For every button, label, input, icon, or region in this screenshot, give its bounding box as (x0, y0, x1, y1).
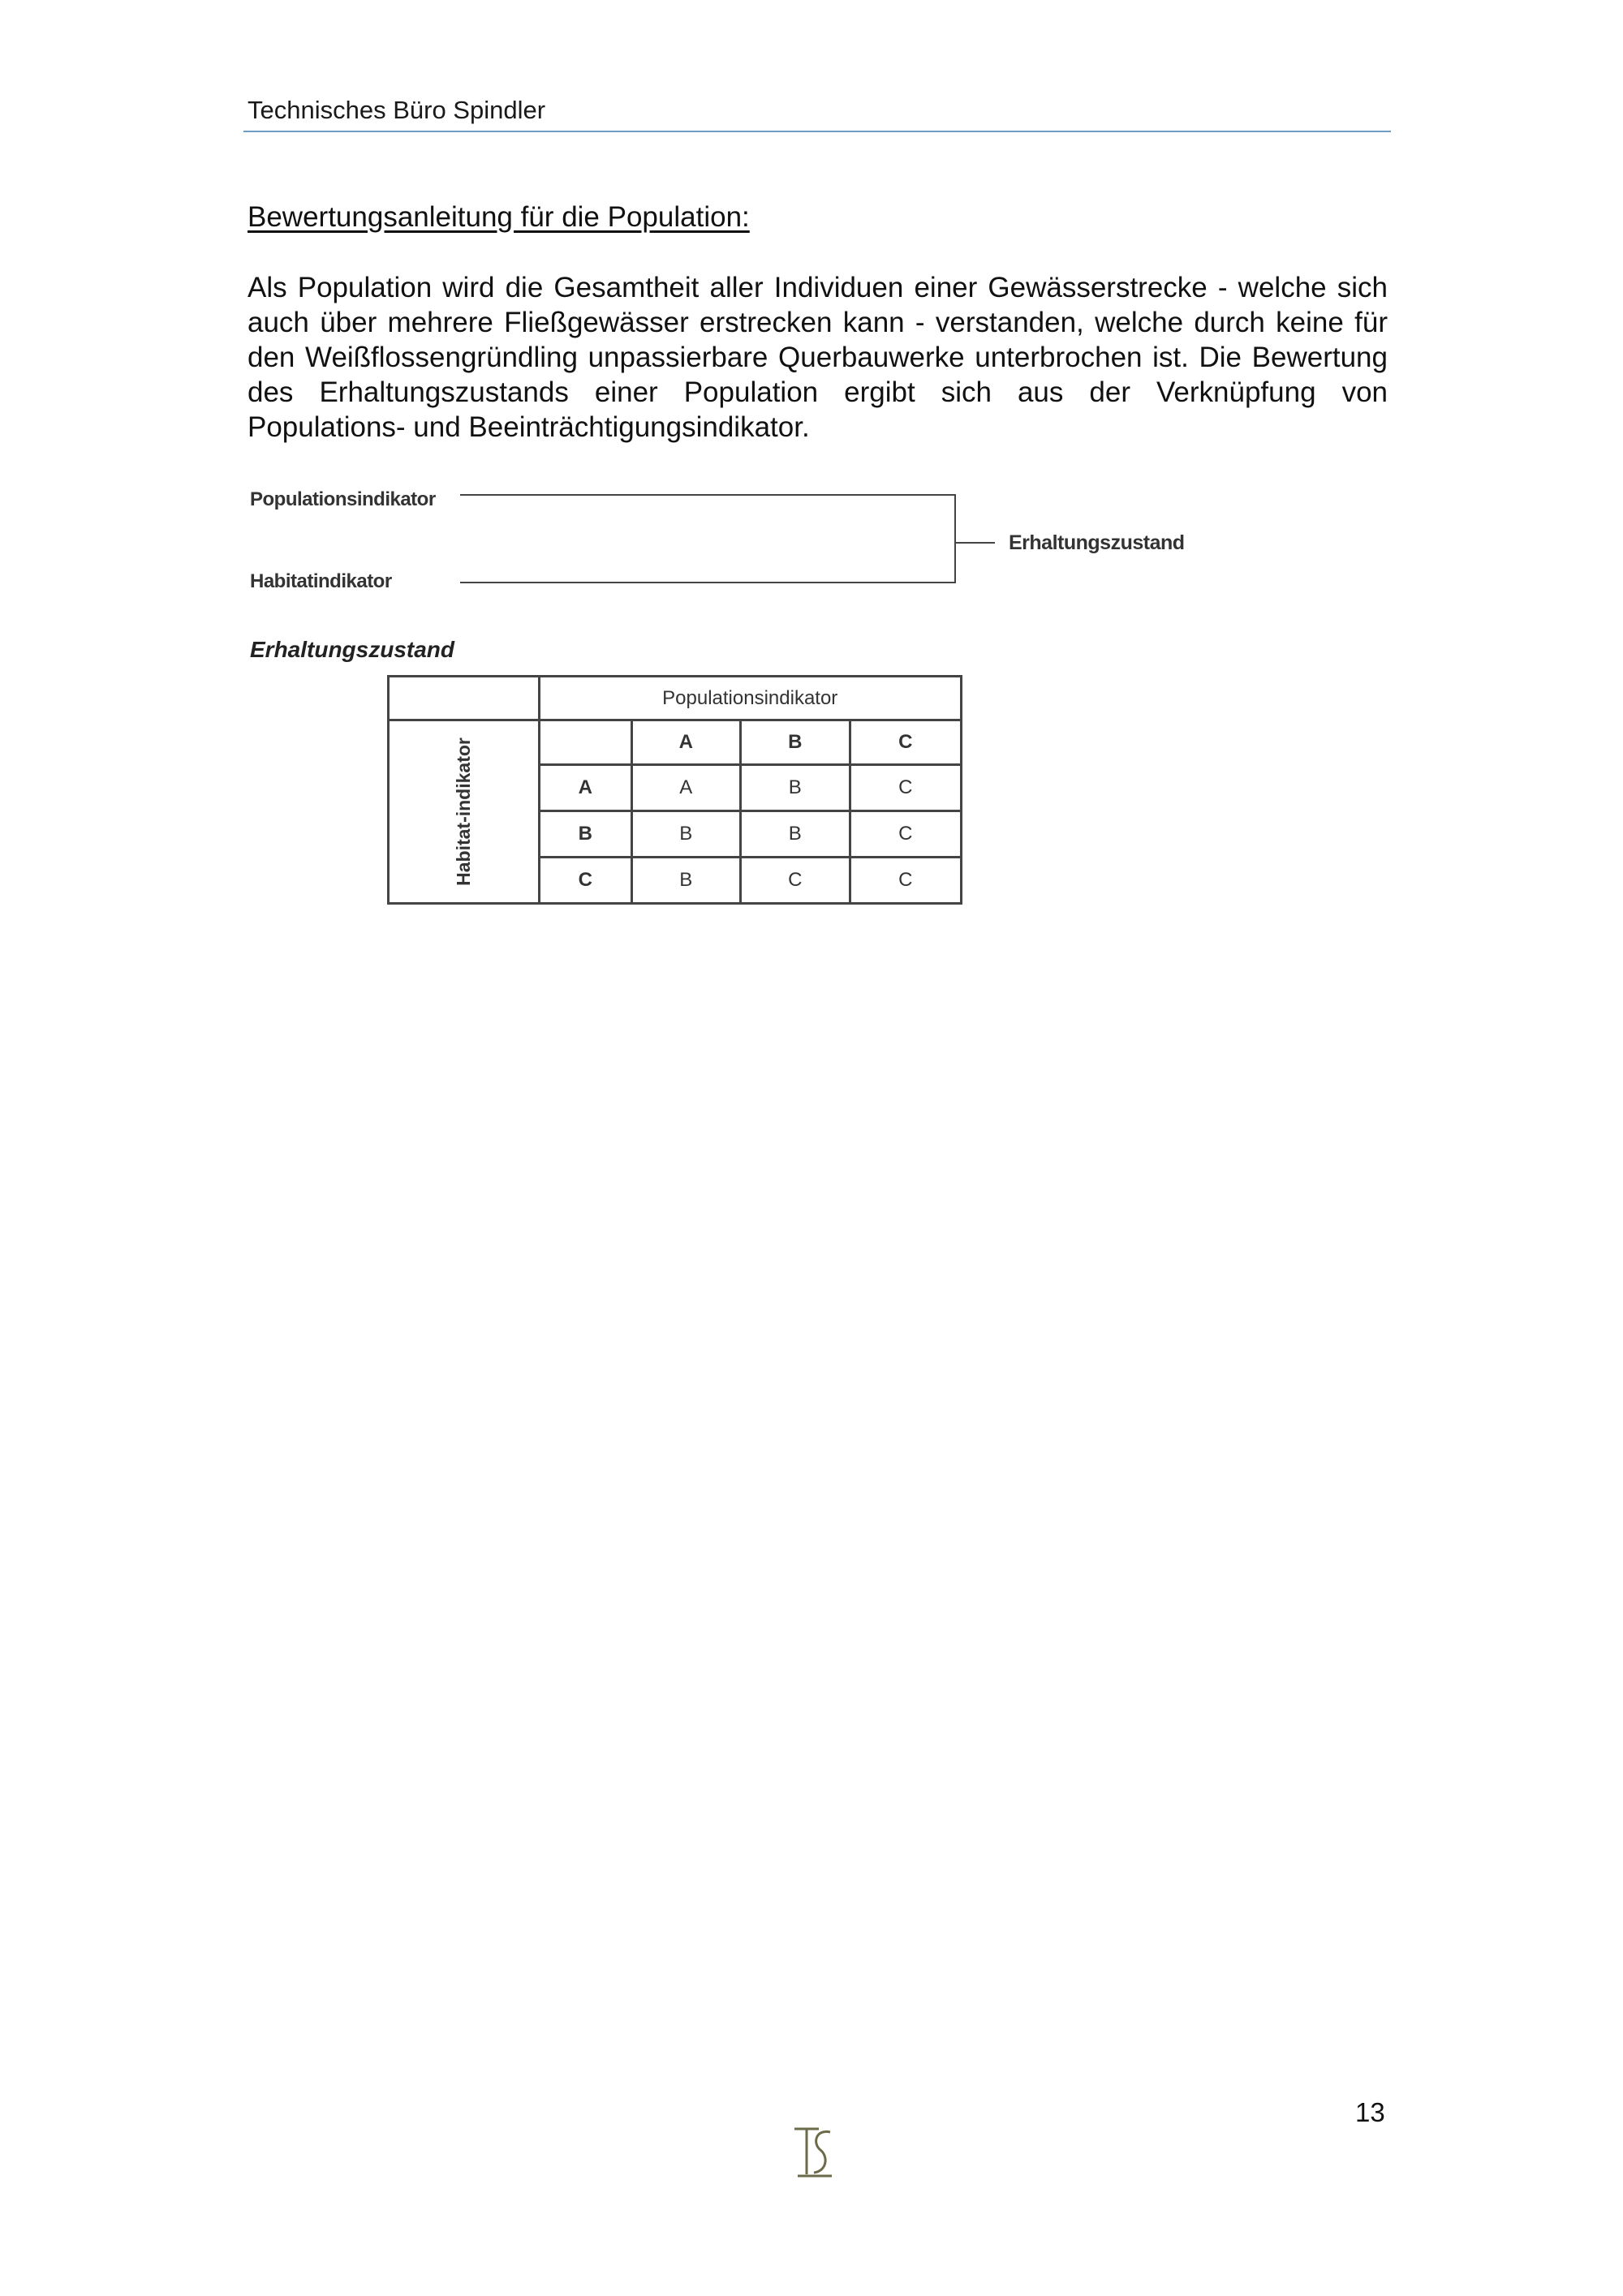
body-paragraph: Als Population wird die Gesamtheit aller Individuen einer Gewässerstrecke - welche sich auch über mehrere Fließgewässer erstrecken kann - verstanden, welche durch keine für den Weißflossengründling unpassierbare Querbauwerke unterbrochen ist. Die Bewertung des Erhaltungszustands einer Population ergibt sich aus der Verknüpfung von Populations- und Beeinträchtigungsindikator. (248, 272, 1388, 443)
evaluation-matrix (387, 675, 962, 905)
matrix-cell: C (850, 858, 961, 904)
matrix-col-label: B (740, 720, 850, 765)
matrix-col-header: Populationsindikator (539, 677, 961, 720)
diagram-output: Erhaltungszustand (1009, 531, 1185, 554)
matrix-row-label: A (539, 765, 631, 811)
matrix-cell: B (631, 811, 740, 858)
matrix-row-label: B (539, 811, 631, 858)
matrix-cell: A (631, 765, 740, 811)
header-divider (243, 131, 1391, 132)
page-header: Technisches Büro Spindler (248, 96, 546, 124)
matrix-col-label: C (850, 720, 961, 765)
matrix-title: Erhaltungszustand (250, 637, 455, 662)
matrix-cell: C (850, 811, 961, 858)
diagram-output-connector (954, 542, 995, 544)
matrix-cell: B (631, 858, 740, 904)
diagram-bracket (954, 494, 956, 583)
matrix-col-label: A (631, 720, 740, 765)
page-number: 13 (1355, 2097, 1385, 2127)
matrix-cell: B (740, 811, 850, 858)
matrix-cell: C (850, 765, 961, 811)
matrix-empty-cell (539, 720, 631, 765)
matrix-row-header (389, 720, 540, 904)
diagram-input-habitat: Habitatindikator (250, 570, 392, 592)
diagram-line-habitat (460, 582, 955, 583)
matrix-corner (389, 677, 540, 720)
company-logo (791, 2124, 840, 2181)
diagram-input-population: Populationsindikator (250, 488, 436, 510)
matrix-row-label: C (539, 858, 631, 904)
matrix-row-header-label: Habitat-indikator (452, 737, 474, 886)
matrix-cell: C (740, 858, 850, 904)
section-title: Bewertungsanleitung für die Population: (248, 201, 750, 233)
diagram-line-population (460, 494, 955, 496)
matrix-cell: B (740, 765, 850, 811)
